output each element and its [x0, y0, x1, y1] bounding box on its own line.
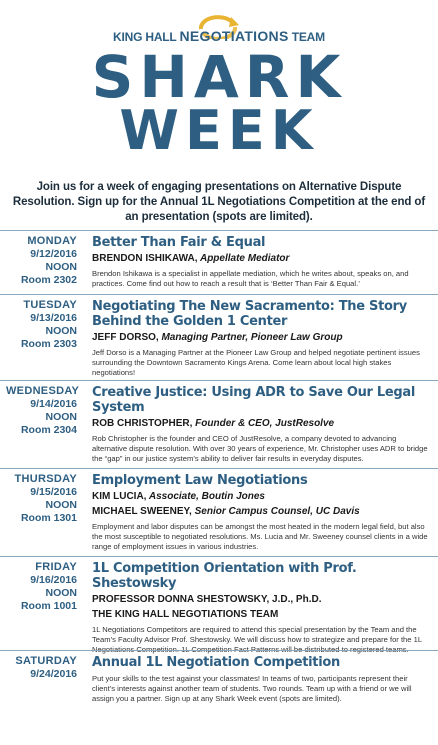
event-time: NOON: [45, 499, 77, 511]
event-time: NOON: [45, 261, 77, 273]
event-day: THURSDAY: [14, 473, 77, 485]
event-content: [92, 385, 430, 464]
event-room: Room 2303: [20, 338, 77, 350]
event-date-block: [6, 235, 77, 287]
speaker-role: Associate, Boutin Jones: [146, 491, 265, 502]
event-speaker: [92, 417, 430, 430]
event-content: [92, 235, 430, 289]
event-title: Better Than Fair & Equal: [92, 235, 266, 250]
event-time: NOON: [45, 587, 77, 599]
speaker-role: Managing Partner, Pioneer Law Group: [158, 332, 343, 343]
event-day: TUESDAY: [23, 299, 77, 311]
speaker-role: Appellate Mediator: [197, 253, 290, 264]
speaker-role: Founder & CEO, JustResolve: [192, 418, 335, 429]
title-week: WEEK: [119, 99, 319, 162]
event-time: NOON: [45, 411, 77, 423]
title-shark: SHARK: [91, 43, 347, 111]
event-date: 9/16/2016: [30, 574, 77, 586]
event-speaker: [92, 331, 430, 344]
event-day: SATURDAY: [15, 655, 77, 667]
event-date-block: [6, 385, 80, 437]
event-speaker: [92, 593, 430, 606]
event-speaker: [92, 505, 430, 518]
event-row: [0, 294, 438, 380]
team-name-suffix: TEAM: [288, 30, 325, 44]
event-title: Negotiating The New Sacramento: The Story Behind the Golden 1 Center: [92, 299, 407, 329]
event-date: 9/15/2016: [30, 486, 77, 498]
event-day: MONDAY: [27, 235, 77, 247]
event-date-block: [6, 655, 77, 681]
event-description: Jeff Dorso is a Managing Partner at the Pioneer Law Group and helped negotiate pertinent issues surrounding the Downtown Sacramento Kings Arena. Come learn about local high stakes negotiations!: [92, 348, 420, 377]
event-day: WEDNESDAY: [6, 385, 80, 397]
event-date: 9/14/2016: [30, 398, 77, 410]
event-description: Brendon Ishikawa is a specialist in appellate mediation, which he writes about, speaks on, and practices. Come find out how to reach a result that is ‘Better Than Fair & Equal.’: [92, 269, 409, 288]
event-row: [0, 556, 438, 654]
event-content: [92, 299, 430, 378]
team-name-main: NEGOTIATIONS: [179, 28, 289, 44]
event-description: Put your skills to the test against your classmates! In teams of two, participants represent their client’s interests against another team of students. Two rounds. Team up with a friend or we will assign you a partner. Sign up at any Shark Week event (spots are limited).: [92, 674, 412, 703]
event-title: Creative Justice: Using ADR to Save Our Legal System: [92, 385, 416, 415]
speaker-name: MICHAEL SWEENEY,: [92, 506, 192, 517]
event-date-block: [6, 299, 77, 351]
event-content: [92, 561, 430, 655]
event-room: Room 2304: [20, 424, 77, 436]
event-description: 1L Negotiations Competitors are required to attend this special presentation by the Team and the Team’s Faculty Advisor Prof. Shestowsky. We will discuss how to strategize and prepare for the 1L Negotiations Competition. 1L Competition Fact Patterns will be distributed to registered teams.: [92, 625, 422, 654]
event-date: 9/13/2016: [30, 312, 77, 324]
speaker-name: ROB CHRISTOPHER,: [92, 418, 193, 429]
speaker-name: JEFF DORSO,: [92, 332, 159, 343]
event-row: [0, 380, 438, 468]
event-content: [92, 655, 430, 704]
event-room: Room 2302: [20, 274, 77, 286]
event-row: [0, 650, 438, 721]
team-name: [0, 28, 438, 44]
event-title: Employment Law Negotiations: [92, 473, 308, 488]
event-day: FRIDAY: [35, 561, 77, 573]
event-date-block: [6, 561, 77, 613]
event-time: NOON: [45, 325, 77, 337]
intro-text: Join us for a week of engaging presentations on Alternative Dispute Resolution. Sign up for the Annual 1L Negotiations Competition at the end of an presentation (spots are limited).: [12, 181, 426, 223]
event-room: Room 1001: [20, 600, 77, 612]
speaker-role: Senior Campus Counsel, UC Davis: [191, 506, 360, 517]
speaker-name: BRENDON ISHIKAWA,: [92, 253, 198, 264]
speaker-name: THE KING HALL NEGOTIATIONS TEAM: [92, 609, 279, 620]
event-row: [0, 230, 438, 294]
event-content: [92, 473, 430, 552]
event-room: Room 1301: [20, 512, 77, 524]
event-title: Annual 1L Negotiation Competition: [92, 655, 340, 670]
speaker-name: PROFESSOR DONNA SHESTOWSKY, J.D., Ph.D.: [92, 594, 322, 605]
event-speaker: [92, 252, 430, 265]
header: [0, 0, 438, 170]
event-schedule: [0, 230, 438, 721]
team-name-prefix: KING HALL: [113, 30, 180, 44]
event-title: 1L Competition Orientation with Prof. Shestowsky: [92, 561, 357, 591]
event-date: 9/24/2016: [30, 668, 77, 680]
event-speaker: [92, 490, 430, 503]
event-description: Employment and labor disputes can be amongst the most heated in the modern legal field, but also the most susceptible to negotiated resolutions. Ms. Lucia and Mr. Sweeney counsel clients in a wide range of employment issues in various industries.: [92, 522, 428, 551]
speaker-name: KIM LUCIA,: [92, 491, 147, 502]
event-speaker: [92, 608, 430, 621]
event-description: Rob Christopher is the founder and CEO of JustResolve, a company devoted to advancing alternative dispute resolution. With over 30 years of experience, Mr. Christopher uses ADR to bridge the “gap” in our justice system’s ability to deliver fair results in everyday disputes.: [92, 434, 428, 463]
event-row: [0, 468, 438, 556]
event-date: 9/12/2016: [30, 248, 77, 260]
event-date-block: [6, 473, 77, 525]
